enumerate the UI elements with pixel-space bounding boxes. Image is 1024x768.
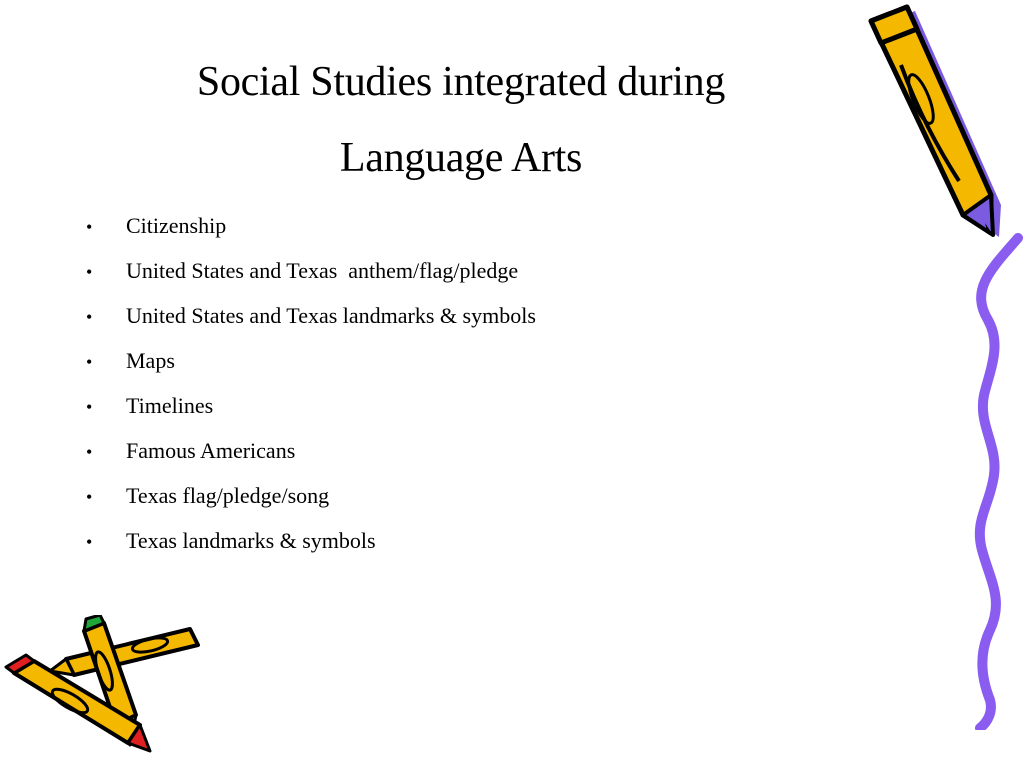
bullet-marker: •: [86, 352, 93, 372]
list-item-text: Timelines: [126, 393, 214, 418]
bullet-marker: •: [86, 442, 93, 462]
list-item-text: United States and Texas landmarks & symbols: [126, 303, 536, 328]
list-item: [86, 338, 536, 383]
title-line-1: Social Studies integrated during: [196, 59, 726, 105]
crossed-pencils-icon: [0, 615, 210, 765]
pencil-icon: [858, 0, 1008, 250]
bullet-marker: •: [86, 397, 93, 417]
list-item-text: Texas landmarks & symbols: [126, 528, 376, 553]
wavy-line-decoration: [960, 230, 1024, 730]
list-item-text: United States and Texas anthem/flag/pledge: [126, 258, 519, 283]
list-item: [86, 428, 536, 473]
list-item: [86, 518, 536, 563]
list-item: [86, 203, 536, 248]
list-item-text: Famous Americans: [126, 438, 296, 463]
list-item: [86, 383, 536, 428]
list-item: [86, 473, 536, 518]
list-item-text: Citizenship: [126, 213, 227, 238]
bullet-list: [86, 203, 536, 563]
title-line-2: Language Arts: [339, 135, 583, 181]
list-item: [86, 293, 536, 338]
bullet-marker: •: [86, 217, 93, 237]
bullet-marker: •: [86, 532, 93, 552]
bullet-marker: •: [86, 307, 93, 327]
list-item-text: Maps: [126, 348, 175, 373]
slide-title: [100, 44, 822, 196]
list-item: [86, 248, 536, 293]
bullet-marker: •: [86, 487, 93, 507]
list-item-text: Texas flag/pledge/song: [126, 483, 330, 508]
bullet-marker: •: [86, 262, 93, 282]
